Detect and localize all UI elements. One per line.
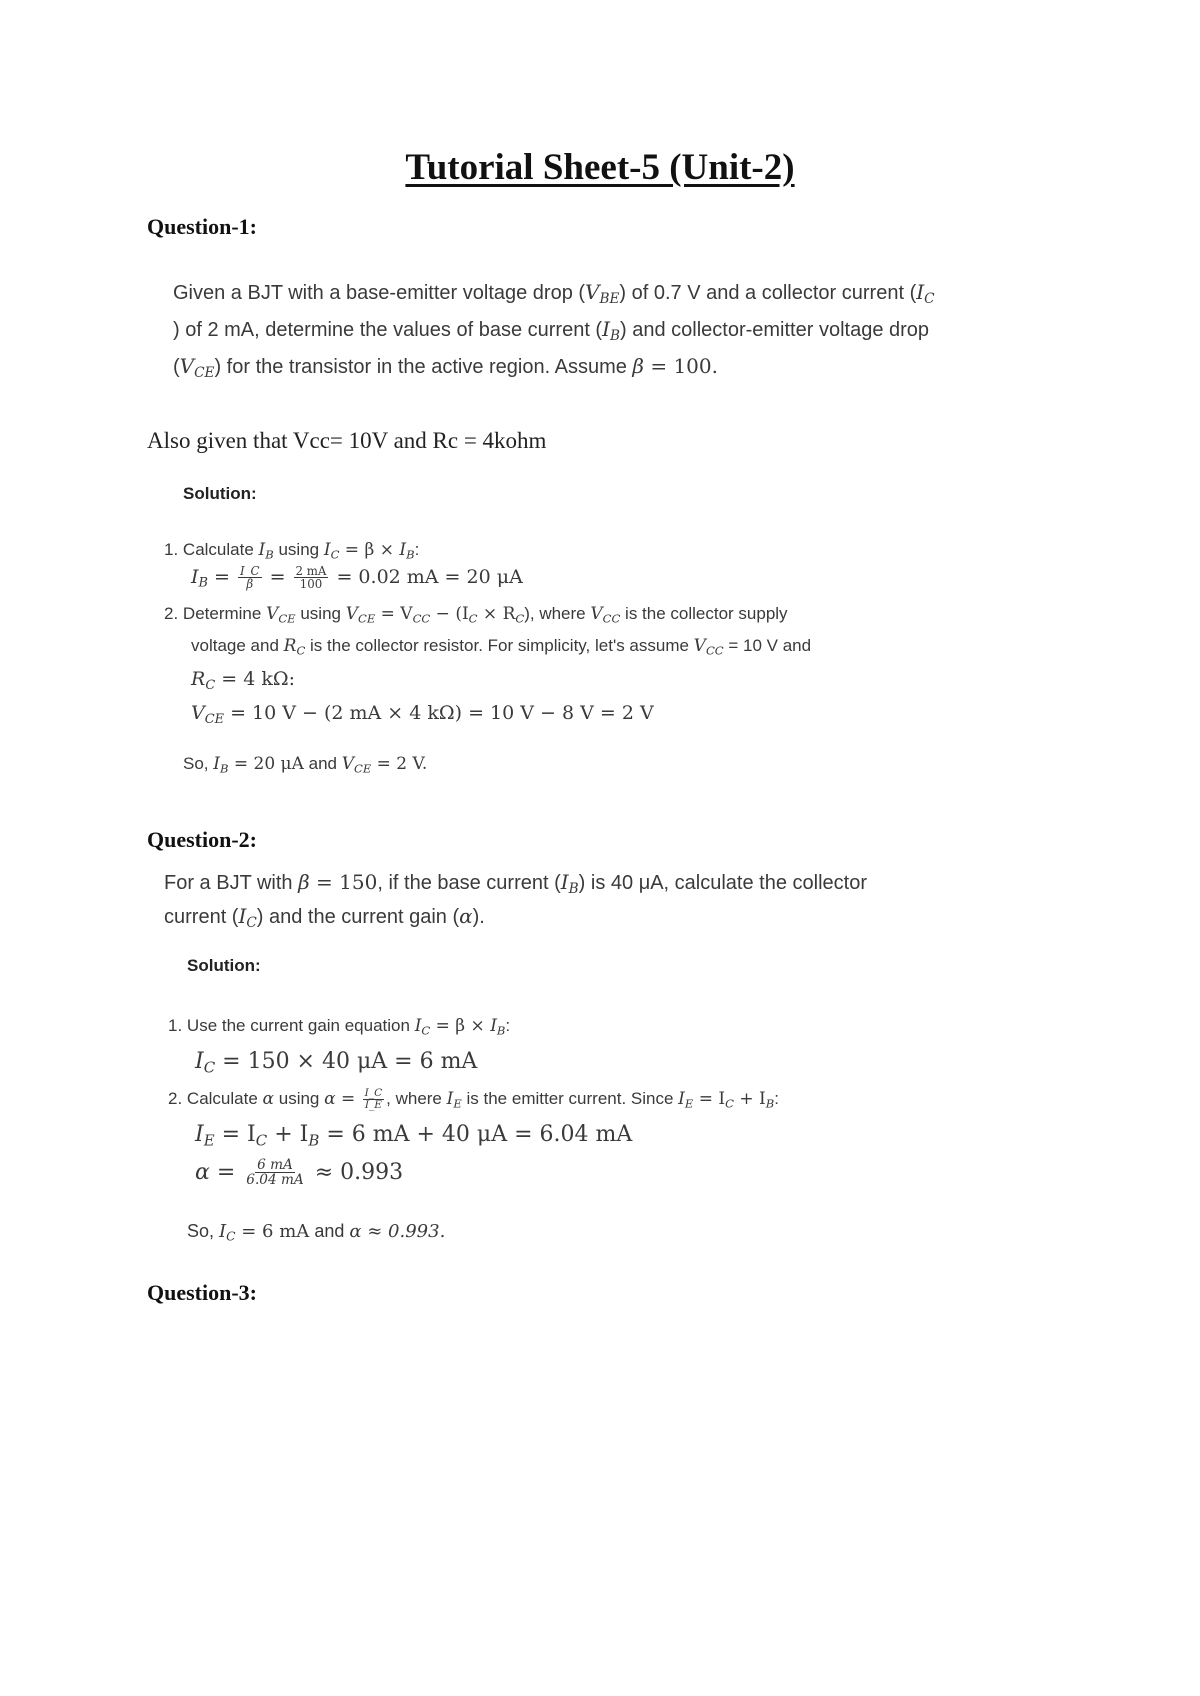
q1-statement-line-3: $(V_{CE})$ for the transistor in the active region. Assume β = 100.	[173, 354, 718, 382]
q1-step-1: 1. Calculate $I_B$ using $I_C = \beta \times I_B$:	[164, 540, 420, 562]
q1-solution-heading: Solution:	[183, 484, 257, 503]
question-3-heading: Question-3:	[147, 1280, 257, 1305]
q1-step-2-line-1: 2. Determine $V_{CE}$ using $V_{CE} = V_{CC} - (I_C \times R_C)$, where $V_{CC}$ is the collector supply	[164, 604, 788, 626]
question-1-heading: Question-1:	[147, 214, 257, 239]
q2-conclusion: So, $I_C = 6$ mA and α ≈ 0.993.	[187, 1221, 446, 1244]
q2-statement-line-1: For a BJT with β = 150, if the base current $(I_B)$ is 40 μA, calculate the collector	[164, 870, 867, 898]
q1-statement-line-1: Given a BJT with a base-emitter voltage drop $(V_{BE})$ of 0.7 V and a collector current ($I_C$	[173, 280, 935, 308]
q1-step-2-line-4: $V_{CE} = 10$ V − (2 mA × 4 kΩ) = 10 V − 8 V = 2 V	[191, 702, 654, 727]
q1-conclusion: So, $I_B = 20$ μA and $V_{CE} = 2$ V.	[183, 754, 428, 776]
q1-step-2-line-3: $R_C = 4$ kΩ:	[191, 668, 295, 693]
q2-step-2: 2. Calculate α using α = $\frac{I\_C}{I\_E}$ , where $I_E$ is the emitter current. Since $I_E = I_C + I_B$:	[168, 1087, 779, 1112]
q1-statement-line-2: ) of 2 mA, determine the values of base current $(I_B)$ and collector-emitter voltage drop	[173, 317, 930, 345]
q2-step-2-result-1: $I_E = I_C + I_B = 6$ mA + 40 μA = 6.04 mA	[195, 1122, 633, 1150]
q2-statement-line-2: current $(I_C)$ and the current gain (α).	[164, 904, 485, 932]
q2-step-1-result: $I_C = 150 \times 40$ μA = 6 mA	[195, 1049, 478, 1077]
page-title: Tutorial Sheet-5 (Unit-2)	[405, 147, 795, 188]
q1-also-given: Also given that Vcc= 10V and Rc = 4kohm	[147, 428, 547, 453]
question-2-heading: Question-2:	[147, 827, 257, 852]
q2-solution-heading: Solution:	[187, 956, 261, 975]
q2-step-2-result-2: α = $\frac{6 mA}{6.04 mA}$ ≈ 0.993	[195, 1157, 404, 1189]
q1-step-1-result: $I_B$ = $\frac{I\_C}{\beta}$ = $\frac{2 mA}{100}$ = 0.02 mA = 20 μA	[191, 564, 523, 592]
q2-step-1: 1. Use the current gain equation $I_C = \beta \times I_B$:	[168, 1016, 511, 1038]
q1-step-2-line-2: voltage and $R_C$ is the collector resistor. For simplicity, let's assume $V_{CC} = 10$ V and	[191, 636, 812, 658]
